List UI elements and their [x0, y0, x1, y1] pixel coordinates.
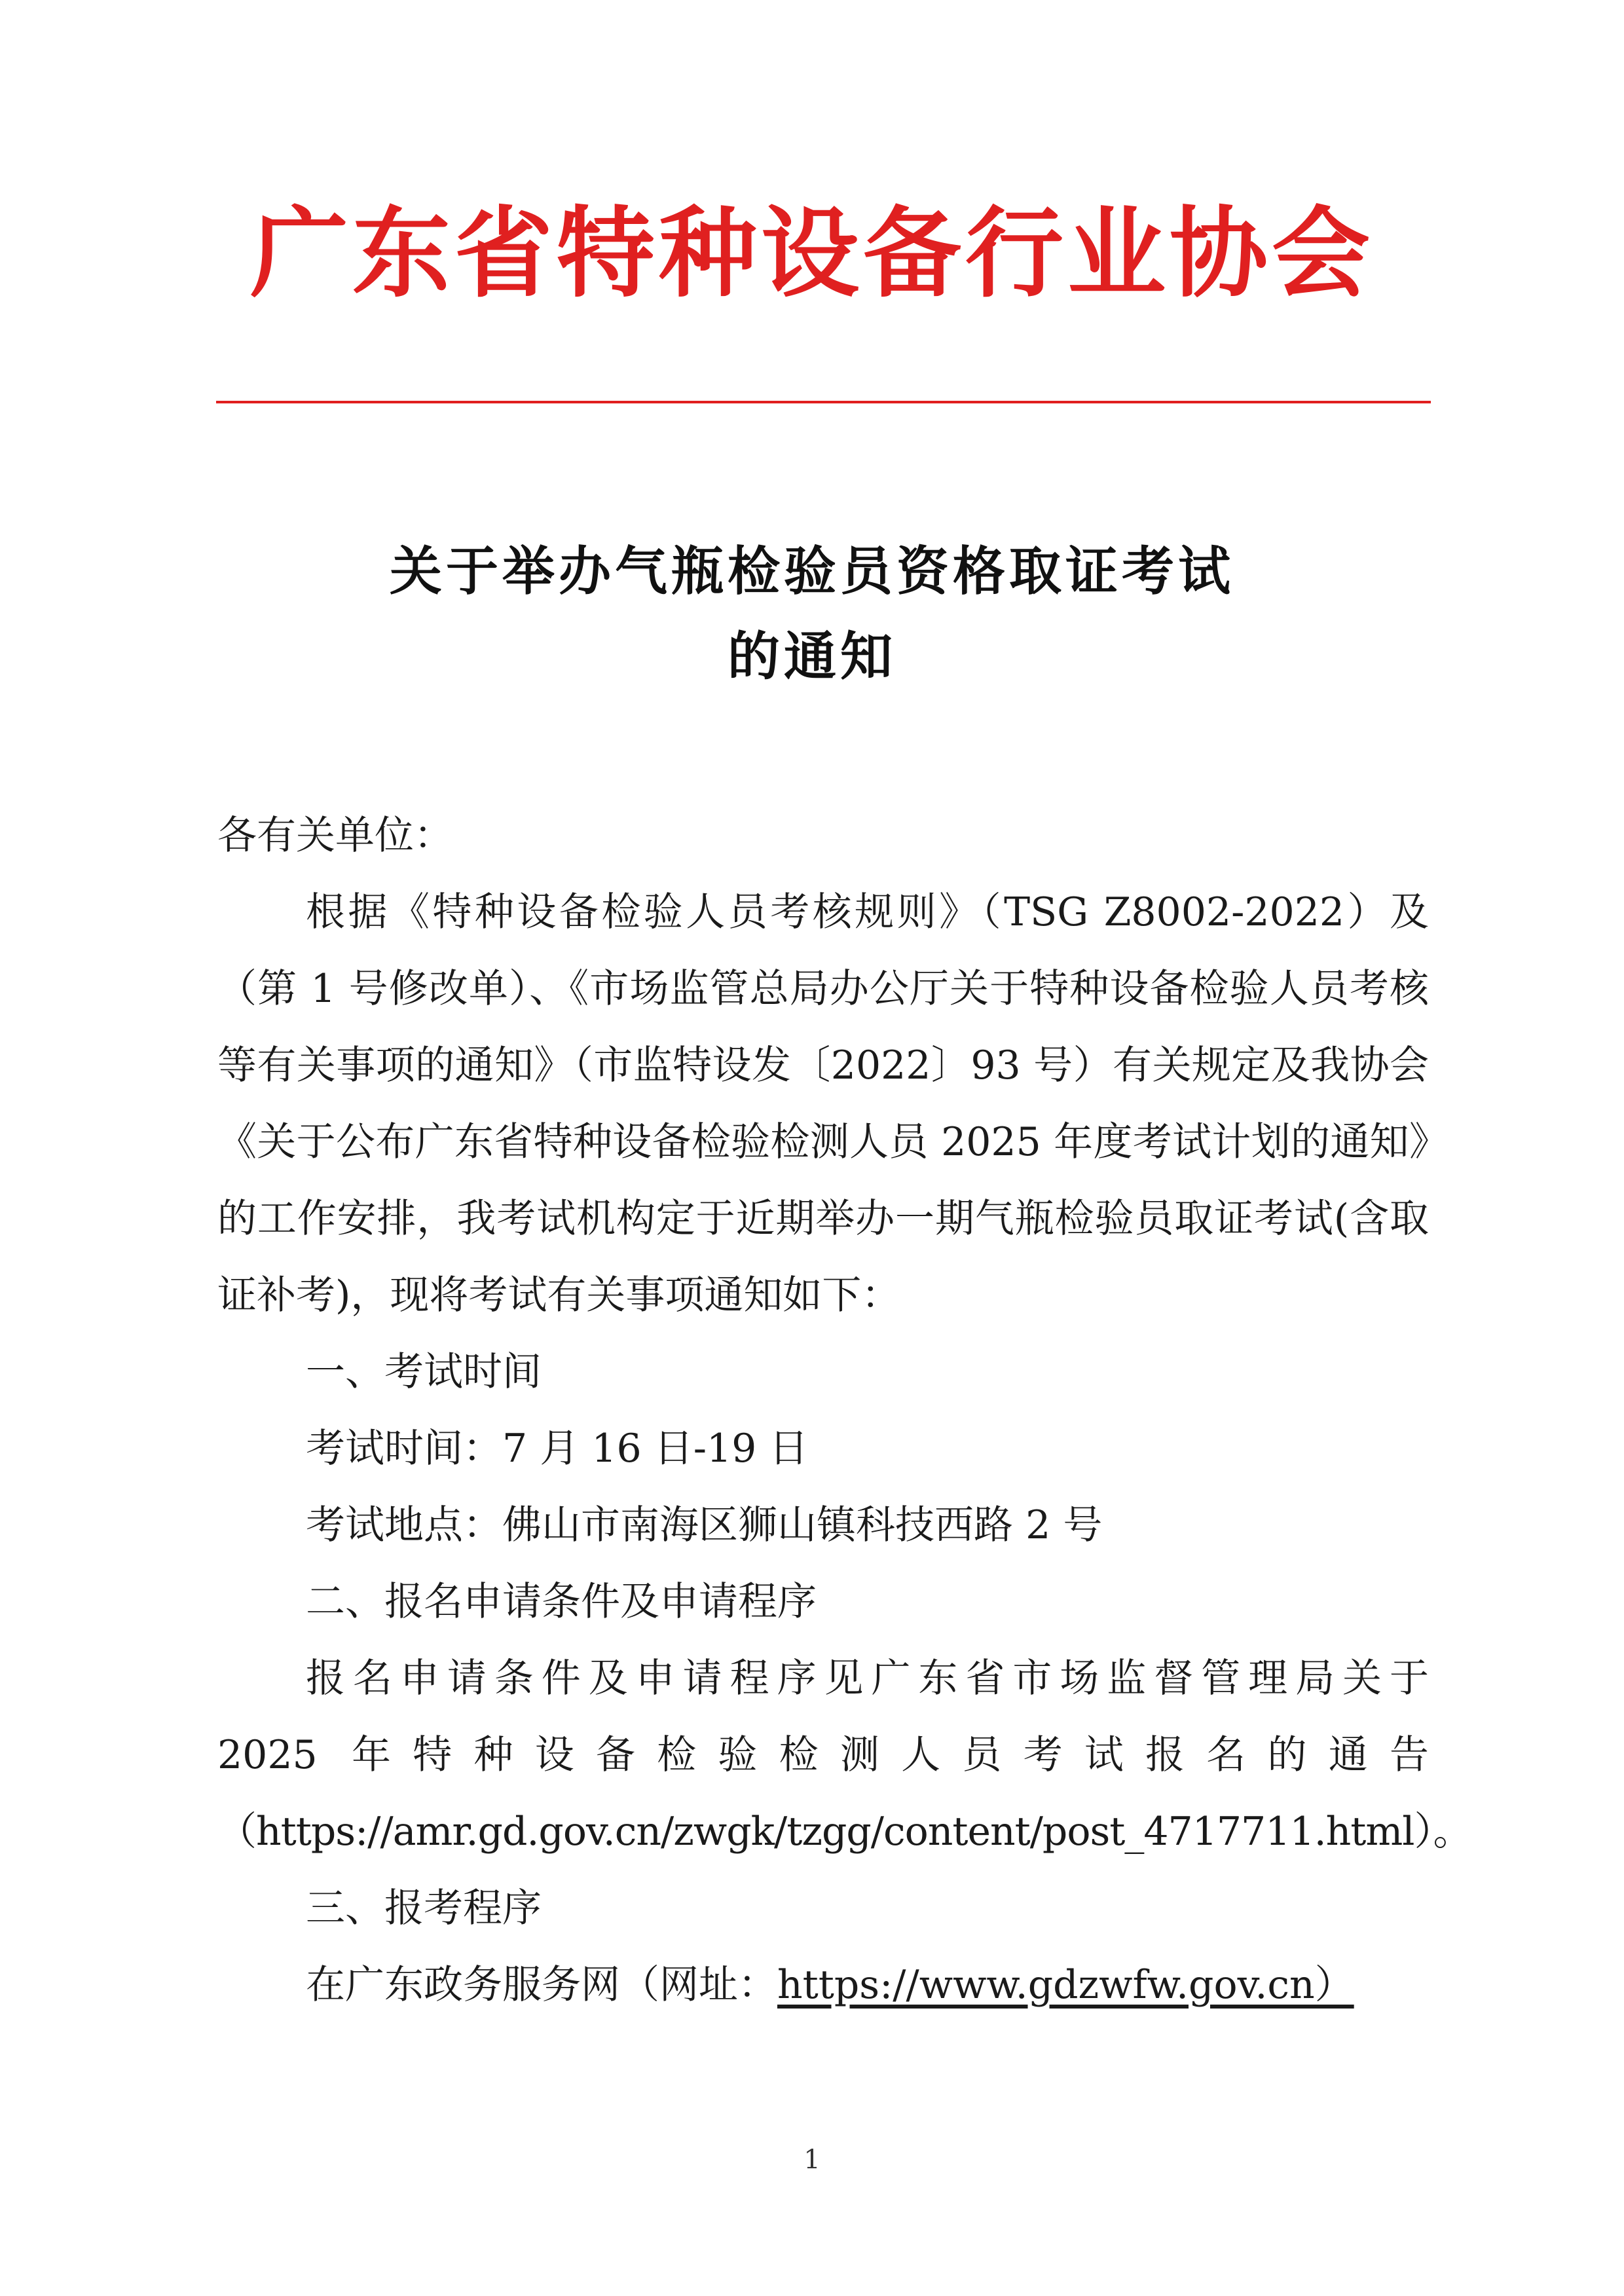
exam-time: 考试时间：7 月 16 日-19 日 — [306, 1426, 809, 1472]
section3-text-prefix: 在广东政务服务网（网址： — [306, 1962, 777, 2008]
salutation: 各有关单位： — [217, 813, 453, 859]
intro-paragraph: 根据《特种设备检验人员考核规则》（TSG Z8002-2022）及（第 1 号修改单）、《市场监管总局办公厅关于特种设备检验人员考核等有关事项的通知》（市监特设发〔2022〕93 号）有关规定及我协会《关于公布广东省特种设备检验检测人员 2025 年度考试计划的通知》的工作安排，我考试机构定于近期举办一期气瓶检验员取证考试(含取证补考)，现将考试有关事项通知如下： — [217, 889, 1429, 1318]
section2-url: （https://amr.gd.gov.cn/zwgk/tzgg/content/post_4717711.html）。 — [217, 1809, 1472, 1855]
page-number: 1 — [803, 2145, 821, 2175]
letterhead-org-name: 广东省特种设备行业协会 — [249, 196, 1374, 311]
letterhead-divider — [216, 401, 1431, 403]
gdzwfw-link[interactable]: https://www.gdzwfw.gov.cn） — [777, 1962, 1354, 2008]
notice-title-line1: 关于举办气瓶检验员资格取证考试 — [390, 540, 1234, 602]
notice-body — [217, 798, 1472, 2024]
section2-text-line2: 2025 年特种设备检验检测人员考试报名的通告 — [217, 1732, 1429, 1778]
section2-text-line1: 报名申请条件及申请程序见广东省市场监督管理局关于 — [306, 1656, 1429, 1701]
exam-location: 考试地点：佛山市南海区狮山镇科技西路 2 号 — [306, 1502, 1103, 1548]
notice-title-line2: 的通知 — [728, 625, 896, 687]
section1-heading: 一、考试时间 — [306, 1349, 542, 1395]
section3-heading: 三、报考程序 — [306, 1885, 542, 1931]
section3-text — [217, 1947, 1429, 2024]
section2-heading: 二、报名申请条件及申请程序 — [306, 1579, 817, 1625]
